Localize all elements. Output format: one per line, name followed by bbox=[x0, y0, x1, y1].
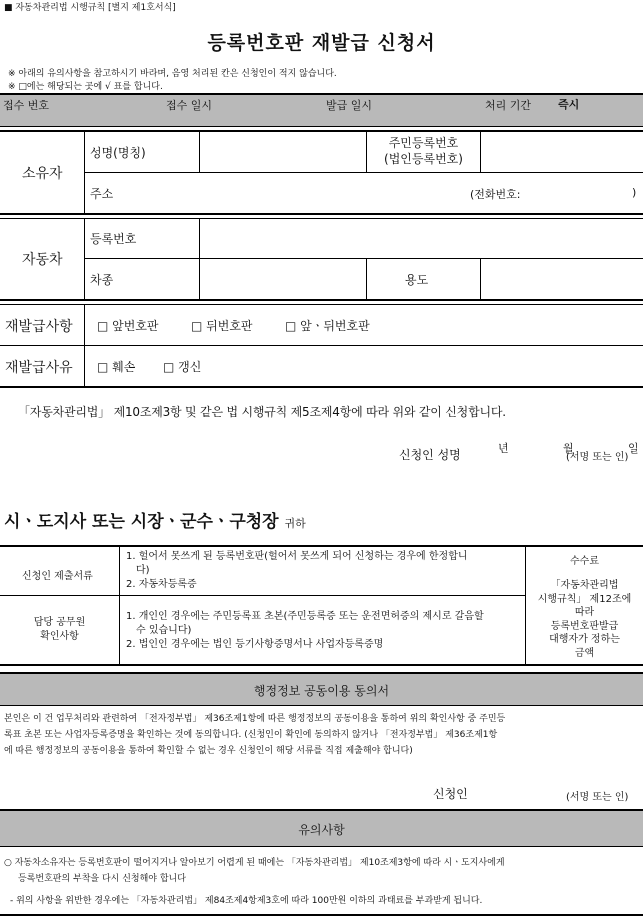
applicant-name-label: 신청인 성명 bbox=[399, 448, 461, 462]
consent-sign-label: (서명 또는 인) bbox=[566, 792, 629, 803]
receipt-row bbox=[0, 93, 643, 126]
recipient: 시ㆍ도지사 또는 시장ㆍ군수ㆍ구청장 귀하 bbox=[4, 512, 306, 532]
consent-text: 본인은 이 건 업무처리와 관련하여 「전자정부법」 제36조제1항에 따른 행정정보의 공동이용을 통하여 위의 확인사항 중 주민등 록표 초본 또는 사업자등록증명을 확인하는 것에 동의합니다. (신청인이 확인에 동의하지 않거나 「전자정부법」 제36조제1항 에 따른 행정정보의 공동이용을 통하여 확인할 수 없는 경우 신청인이 해당 서류를 직접 제출해야 합니다) bbox=[4, 714, 506, 756]
applicant-name-field[interactable] bbox=[478, 443, 563, 461]
checkbox-front-plate[interactable]: □ 앞번호판 bbox=[97, 319, 159, 333]
owner-address-label: 주소 bbox=[90, 187, 114, 201]
checkbox-rear-plate[interactable]: □ 뒤번호판 bbox=[191, 319, 253, 333]
applicant-sign-label: (서명 또는 인) bbox=[566, 452, 629, 463]
owner-id-label: 주민등록번호 (법인등록번호) bbox=[384, 136, 463, 166]
processing-period-value: 즉시 bbox=[558, 98, 580, 111]
issue-date-label: 발급 일시 bbox=[326, 99, 373, 112]
fee-header: 수수료 bbox=[570, 556, 599, 567]
owner-section-label: 소유자 bbox=[22, 166, 63, 182]
receipt-number-label: 접수 번호 bbox=[3, 99, 50, 112]
processing-period-label: 처리 기간 bbox=[485, 99, 532, 112]
vehicle-section-label: 자동차 bbox=[22, 252, 63, 268]
notes-line-3: - 위의 사항을 위반한 경우에는 「자동차관리법」 제84조제4항제3호에 따라 100만원 이하의 과태료를 부과받게 됩니다. bbox=[10, 896, 483, 906]
vehicle-reg-no-field[interactable] bbox=[200, 220, 641, 257]
date-year: 년 bbox=[498, 442, 509, 455]
receipt-date-label: 접수 일시 bbox=[166, 99, 213, 112]
owner-id-field[interactable] bbox=[481, 133, 641, 171]
consent-signer-field[interactable] bbox=[480, 782, 560, 800]
owner-phone-label: (전화번호: bbox=[470, 188, 521, 201]
date-day: 일 bbox=[628, 442, 639, 455]
notes-line-2: 등록번호판의 부착을 다시 신청해야 합니다 bbox=[18, 874, 186, 884]
date-month: 월 bbox=[563, 442, 574, 455]
vehicle-model-label: 차종 bbox=[90, 273, 114, 287]
notes-line-1: ○ 자동차소유자는 등록번호판이 떨어지거나 알아보기 어렵게 된 때에는 「자동차관리법」 제10조제3항에 따라 시ㆍ도지사에게 bbox=[4, 858, 505, 868]
checkbox-renewal[interactable]: □ 갱신 bbox=[163, 360, 202, 374]
owner-address-field[interactable] bbox=[200, 174, 465, 212]
consent-signer-label: 신청인 bbox=[433, 787, 468, 801]
page-title: 등록번호판 재발급 신청서 bbox=[207, 32, 436, 54]
applicant-documents-list: 1. 헐어서 못쓰게 된 등록번호판(헐어서 못쓰게 되어 신청하는 경우에 한정합니 다) 2. 자동차등록증 bbox=[126, 551, 468, 590]
declaration-text: 「자동차관리법」 제10조제3항 및 같은 법 시행규칙 제5조제4항에 따라 위와 같이 신청합니다. bbox=[18, 405, 506, 419]
notice-shading: ※ 아래의 유의사항을 참고하시기 바라며, 음영 처리된 칸은 신청인이 적지 않습니다. bbox=[8, 69, 337, 79]
owner-name-field[interactable] bbox=[200, 133, 365, 171]
applicant-documents-label: 신청인 제출서류 bbox=[22, 571, 93, 582]
reissue-reason-label: 재발급사유 bbox=[5, 360, 73, 376]
fee-text: 「자동차관리법 시행규칙」 제12조에 따라 등록번호판발급 대행자가 정하는 금액 bbox=[537, 580, 632, 659]
notes-header: 유의사항 bbox=[298, 823, 345, 837]
vehicle-usage-label: 용도 bbox=[405, 273, 429, 287]
vehicle-reg-no-label: 등록번호 bbox=[90, 232, 137, 246]
officer-check-list: 1. 개인인 경우에는 주민등록표 초본(주민등록증 또는 운전면허증의 제시로 갈음할 수 있습니다) 2. 법인인 경우에는 법인 등기사항증명서나 사업자등록증명 bbox=[126, 611, 484, 650]
owner-phone-close: ) bbox=[632, 186, 637, 199]
reissue-items-label: 재발급사항 bbox=[5, 319, 73, 335]
owner-name-label: 성명(명칭) bbox=[90, 146, 146, 160]
vehicle-model-field[interactable] bbox=[200, 260, 365, 298]
checkbox-damaged[interactable]: □ 훼손 bbox=[97, 360, 136, 374]
notice-checkbox: ※ □에는 해당되는 곳에 √ 표를 합니다. bbox=[8, 82, 163, 92]
form-reference: ■ 자동차관리법 시행규칙 [별지 제1호서식] bbox=[4, 3, 176, 13]
checkbox-both-plates[interactable]: □ 앞ㆍ뒤번호판 bbox=[285, 319, 370, 333]
consent-header: 행정정보 공동이용 동의서 bbox=[253, 684, 390, 698]
vehicle-usage-field[interactable] bbox=[481, 260, 641, 298]
officer-check-label: 담당 공무원 확인사항 bbox=[33, 617, 86, 642]
